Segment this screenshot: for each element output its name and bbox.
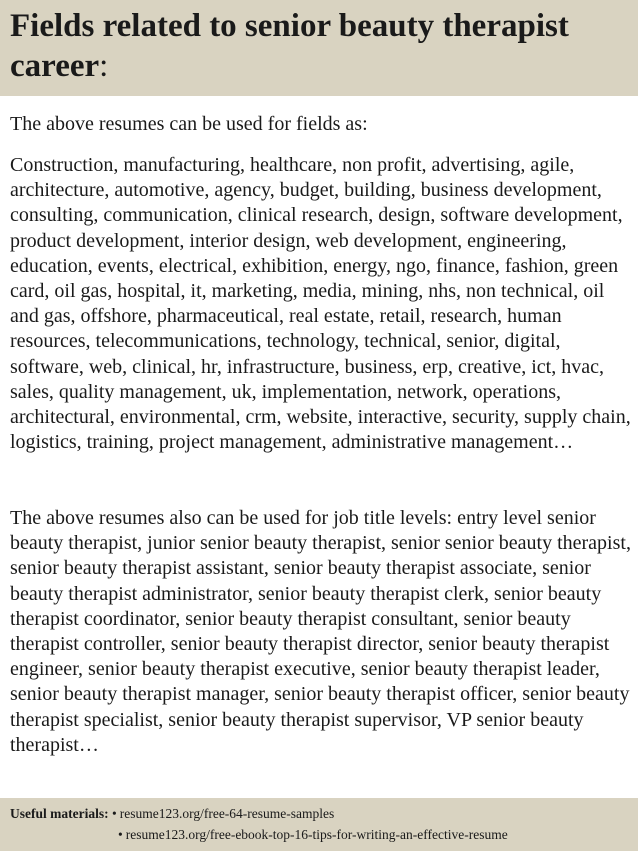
useful-materials-footer [10, 803, 630, 845]
job-levels-paragraph: The above resumes also can be used for job title levels: entry level senior beauty therapist, junior senior beauty therapist, senior senior beauty therapist, senior beauty therapist assistant, senior beauty therapist associate, senior beauty therapist administrator, senior beauty therapist clerk, senior beauty therapist coordinator, senior beauty therapist consultant, senior beauty therapist controller, senior beauty therapist director, senior beauty therapist engineer, senior beauty therapist executive, senior beauty therapist leader, senior beauty therapist manager, senior beauty therapist officer, senior beauty therapist specialist, senior beauty therapist supervisor, VP senior beauty therapist… [10, 507, 631, 756]
page-title [10, 6, 630, 86]
page-title-colon: : [99, 48, 109, 84]
footer-row-2 [10, 824, 630, 845]
bullet-icon: • [111, 806, 117, 821]
link-free-ebook[interactable]: resume123.org/free-ebook-top-16-tips-for-writing-an-effective-resume [125, 827, 508, 842]
page-title-text: Fields related to senior beauty therapist career [10, 8, 569, 84]
footer-row-1 [10, 803, 630, 824]
intro-text: The above resumes can be used for fields as: [10, 113, 368, 135]
useful-materials-label: Useful materials [10, 806, 105, 821]
fields-paragraph: Construction, manufacturing, healthcare, non profit, advertising, agile, architecture, automotive, agency, budget, building, business development, consulting, communication, clinical research, design, software development, product development, interior design, web development, engineering, education, events, electrical, exhibition, energy, ngo, finance, fashion, green card, oil gas, hospital, it, marketing, media, mining, nhs, non technical, oil and gas, offshore, pharmaceutical, real estate, retail, research, human resources, telecommunications, technology, technical, senior, digital, software, web, clinical, hr, infrastructure, business, erp, creative, ict, hvac, sales, quality management, uk, implementation, network, operations, architectural, environmental, crm, website, interactive, security, supply chain, logistics, training, project management, administrative management… [10, 154, 631, 454]
bullet-icon: • [118, 827, 123, 842]
link-free-resume-samples[interactable]: resume123.org/free-64-resume-samples [119, 806, 335, 821]
useful-materials-separator: : [104, 806, 109, 821]
